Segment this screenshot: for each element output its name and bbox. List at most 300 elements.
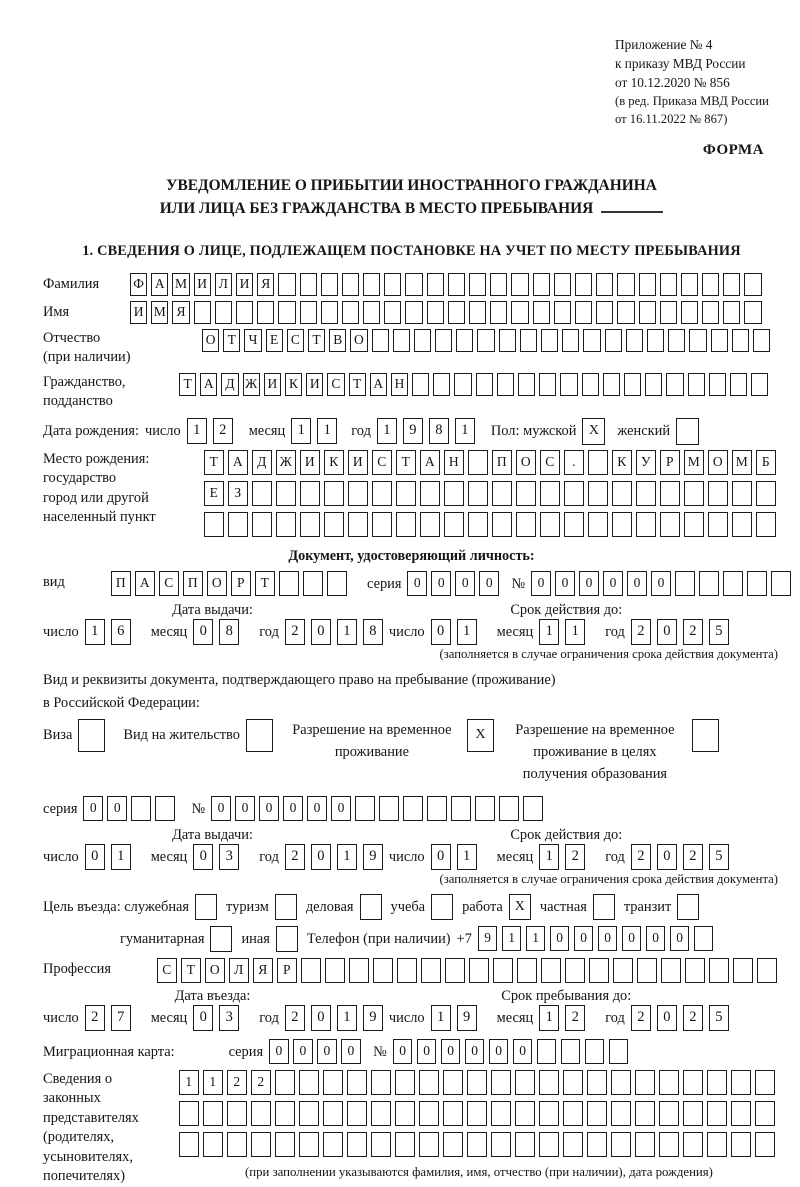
char-box[interactable]: Р <box>660 450 680 475</box>
char-box[interactable] <box>477 329 494 352</box>
char-box[interactable] <box>588 481 608 506</box>
char-box[interactable]: 1 <box>179 1070 199 1095</box>
char-box[interactable]: 2 <box>285 1005 305 1031</box>
char-box[interactable]: Т <box>181 958 201 983</box>
char-box[interactable] <box>707 1070 727 1095</box>
char-box[interactable] <box>731 1101 751 1126</box>
char-box[interactable]: 0 <box>293 1039 313 1064</box>
char-box[interactable]: 8 <box>363 619 383 645</box>
char-box[interactable]: А <box>228 450 248 475</box>
char-box[interactable]: 0 <box>657 619 677 645</box>
char-box[interactable]: 2 <box>565 1005 585 1031</box>
char-box[interactable] <box>342 273 359 296</box>
char-box[interactable] <box>275 1132 295 1157</box>
char-box[interactable] <box>533 301 550 324</box>
char-box[interactable]: С <box>540 450 560 475</box>
char-box[interactable]: Т <box>396 450 416 475</box>
char-box[interactable] <box>405 301 422 324</box>
char-box[interactable] <box>539 373 556 396</box>
purpose-private-checkbox[interactable] <box>593 894 615 920</box>
char-box[interactable]: Я <box>257 273 274 296</box>
char-box[interactable] <box>395 1101 415 1126</box>
char-box[interactable] <box>323 1132 343 1157</box>
char-box[interactable]: 0 <box>627 571 647 596</box>
purpose-humanitarian-checkbox[interactable] <box>210 926 232 952</box>
char-box[interactable] <box>516 481 536 506</box>
char-box[interactable] <box>668 329 685 352</box>
char-box[interactable]: 0 <box>83 796 103 821</box>
char-box[interactable]: Р <box>231 571 251 596</box>
char-box[interactable] <box>523 796 543 821</box>
char-box[interactable] <box>372 512 392 537</box>
char-box[interactable]: 3 <box>219 1005 239 1031</box>
char-box[interactable] <box>515 1101 535 1126</box>
char-box[interactable] <box>756 481 776 506</box>
char-box[interactable] <box>347 1101 367 1126</box>
char-box[interactable]: О <box>202 329 219 352</box>
char-box[interactable] <box>732 329 749 352</box>
char-box[interactable] <box>363 301 380 324</box>
char-box[interactable]: 2 <box>251 1070 271 1095</box>
char-box[interactable]: 1 <box>455 418 475 444</box>
purpose-study-checkbox[interactable] <box>431 894 453 920</box>
char-box[interactable]: 1 <box>526 926 546 951</box>
char-box[interactable]: 0 <box>574 926 594 951</box>
char-box[interactable] <box>681 273 698 296</box>
char-box[interactable]: Т <box>179 373 196 396</box>
char-box[interactable]: О <box>708 450 728 475</box>
char-box[interactable] <box>711 329 728 352</box>
char-box[interactable] <box>533 273 550 296</box>
char-box[interactable] <box>444 512 464 537</box>
char-box[interactable] <box>419 1101 439 1126</box>
char-box[interactable] <box>684 512 704 537</box>
char-box[interactable]: 0 <box>311 844 331 870</box>
char-box[interactable] <box>563 1101 583 1126</box>
char-box[interactable]: 0 <box>603 571 623 596</box>
char-box[interactable]: С <box>327 373 344 396</box>
char-box[interactable] <box>490 301 507 324</box>
char-box[interactable]: 6 <box>111 619 131 645</box>
char-box[interactable]: 1 <box>337 619 357 645</box>
char-box[interactable] <box>660 273 677 296</box>
char-box[interactable] <box>419 1070 439 1095</box>
char-box[interactable]: А <box>370 373 387 396</box>
char-box[interactable] <box>699 571 719 596</box>
char-box[interactable]: 0 <box>598 926 618 951</box>
char-box[interactable] <box>541 958 561 983</box>
char-box[interactable] <box>492 512 512 537</box>
char-box[interactable] <box>755 1070 775 1095</box>
char-box[interactable]: 0 <box>479 571 499 596</box>
temp-residence-checkbox[interactable]: X <box>467 719 494 752</box>
char-box[interactable] <box>511 301 528 324</box>
char-box[interactable] <box>554 273 571 296</box>
char-box[interactable] <box>575 273 592 296</box>
char-box[interactable] <box>412 373 429 396</box>
char-box[interactable] <box>456 329 473 352</box>
char-box[interactable] <box>194 301 211 324</box>
char-box[interactable] <box>661 958 681 983</box>
char-box[interactable]: 1 <box>203 1070 223 1095</box>
char-box[interactable] <box>300 301 317 324</box>
char-box[interactable] <box>539 1132 559 1157</box>
char-box[interactable] <box>626 329 643 352</box>
char-box[interactable] <box>596 273 613 296</box>
char-box[interactable]: А <box>135 571 155 596</box>
char-box[interactable] <box>744 273 761 296</box>
char-box[interactable] <box>541 329 558 352</box>
char-box[interactable]: 1 <box>502 926 522 951</box>
visa-checkbox[interactable] <box>78 719 105 752</box>
sex-female-checkbox[interactable] <box>676 418 699 445</box>
char-box[interactable]: И <box>348 450 368 475</box>
char-box[interactable]: 7 <box>111 1005 131 1031</box>
char-box[interactable]: А <box>200 373 217 396</box>
char-box[interactable]: 2 <box>285 619 305 645</box>
char-box[interactable] <box>252 481 272 506</box>
char-box[interactable] <box>491 1070 511 1095</box>
char-box[interactable] <box>624 373 641 396</box>
char-box[interactable] <box>444 481 464 506</box>
char-box[interactable] <box>554 301 571 324</box>
char-box[interactable]: 9 <box>478 926 498 951</box>
char-box[interactable] <box>660 481 680 506</box>
char-box[interactable] <box>251 1132 271 1157</box>
char-box[interactable] <box>395 1070 415 1095</box>
char-box[interactable] <box>666 373 683 396</box>
char-box[interactable]: М <box>172 273 189 296</box>
char-box[interactable] <box>355 796 375 821</box>
char-box[interactable]: 0 <box>307 796 327 821</box>
char-box[interactable] <box>445 958 465 983</box>
char-box[interactable]: 0 <box>193 619 213 645</box>
char-box[interactable] <box>497 373 514 396</box>
char-box[interactable] <box>276 512 296 537</box>
char-box[interactable] <box>490 273 507 296</box>
char-box[interactable]: 1 <box>85 619 105 645</box>
char-box[interactable] <box>276 481 296 506</box>
char-box[interactable] <box>744 301 761 324</box>
char-box[interactable] <box>278 301 295 324</box>
char-box[interactable]: Т <box>223 329 240 352</box>
char-box[interactable] <box>575 301 592 324</box>
char-box[interactable] <box>603 373 620 396</box>
char-box[interactable] <box>420 512 440 537</box>
char-box[interactable]: 1 <box>187 418 207 444</box>
char-box[interactable]: 0 <box>489 1039 509 1064</box>
char-box[interactable] <box>215 301 232 324</box>
char-box[interactable]: 3 <box>219 844 239 870</box>
char-box[interactable] <box>251 1101 271 1126</box>
char-box[interactable] <box>564 481 584 506</box>
char-box[interactable] <box>342 301 359 324</box>
char-box[interactable] <box>435 329 452 352</box>
char-box[interactable] <box>321 301 338 324</box>
char-box[interactable]: 0 <box>651 571 671 596</box>
char-box[interactable]: 0 <box>259 796 279 821</box>
char-box[interactable]: З <box>228 481 248 506</box>
char-box[interactable]: К <box>324 450 344 475</box>
char-box[interactable]: 2 <box>631 619 651 645</box>
char-box[interactable] <box>635 1070 655 1095</box>
char-box[interactable] <box>683 1101 703 1126</box>
char-box[interactable] <box>323 1070 343 1095</box>
char-box[interactable] <box>371 1101 391 1126</box>
char-box[interactable]: П <box>183 571 203 596</box>
char-box[interactable]: 1 <box>457 844 477 870</box>
char-box[interactable] <box>469 273 486 296</box>
char-box[interactable] <box>730 373 747 396</box>
char-box[interactable]: 2 <box>683 844 703 870</box>
char-box[interactable] <box>321 273 338 296</box>
char-box[interactable]: Р <box>277 958 297 983</box>
char-box[interactable]: К <box>612 450 632 475</box>
char-box[interactable]: 0 <box>431 619 451 645</box>
char-box[interactable] <box>637 958 657 983</box>
char-box[interactable] <box>702 301 719 324</box>
char-box[interactable]: 1 <box>431 1005 451 1031</box>
char-box[interactable] <box>468 481 488 506</box>
char-box[interactable]: И <box>300 450 320 475</box>
char-box[interactable] <box>639 273 656 296</box>
char-box[interactable] <box>588 512 608 537</box>
char-box[interactable] <box>443 1070 463 1095</box>
char-box[interactable]: Н <box>444 450 464 475</box>
char-box[interactable] <box>427 273 444 296</box>
char-box[interactable] <box>363 273 380 296</box>
char-box[interactable]: 0 <box>311 619 331 645</box>
char-box[interactable]: Я <box>253 958 273 983</box>
purpose-transit-checkbox[interactable] <box>677 894 699 920</box>
char-box[interactable] <box>252 512 272 537</box>
char-box[interactable] <box>753 329 770 352</box>
char-box[interactable] <box>397 958 417 983</box>
char-box[interactable]: 0 <box>431 571 451 596</box>
char-box[interactable] <box>688 373 705 396</box>
char-box[interactable] <box>448 301 465 324</box>
char-box[interactable]: 9 <box>363 844 383 870</box>
char-box[interactable] <box>563 1070 583 1095</box>
char-box[interactable] <box>520 329 537 352</box>
char-box[interactable] <box>300 481 320 506</box>
char-box[interactable]: 0 <box>341 1039 361 1064</box>
char-box[interactable]: И <box>194 273 211 296</box>
char-box[interactable] <box>468 512 488 537</box>
char-box[interactable]: 0 <box>317 1039 337 1064</box>
char-box[interactable]: . <box>564 450 584 475</box>
char-box[interactable]: 0 <box>657 1005 677 1031</box>
char-box[interactable] <box>685 958 705 983</box>
char-box[interactable] <box>348 512 368 537</box>
char-box[interactable]: 9 <box>363 1005 383 1031</box>
char-box[interactable]: 5 <box>709 1005 729 1031</box>
char-box[interactable] <box>747 571 767 596</box>
char-box[interactable] <box>751 373 768 396</box>
char-box[interactable] <box>560 373 577 396</box>
char-box[interactable] <box>537 1039 557 1064</box>
char-box[interactable]: 0 <box>513 1039 533 1064</box>
char-box[interactable] <box>511 273 528 296</box>
char-box[interactable] <box>709 373 726 396</box>
char-box[interactable] <box>204 512 224 537</box>
char-box[interactable]: 0 <box>555 571 575 596</box>
char-box[interactable]: П <box>492 450 512 475</box>
char-box[interactable] <box>613 958 633 983</box>
char-box[interactable] <box>451 796 471 821</box>
char-box[interactable] <box>708 481 728 506</box>
char-box[interactable] <box>517 958 537 983</box>
char-box[interactable] <box>468 450 488 475</box>
char-box[interactable] <box>539 1070 559 1095</box>
char-box[interactable]: 0 <box>417 1039 437 1064</box>
char-box[interactable]: О <box>350 329 367 352</box>
char-box[interactable]: 2 <box>565 844 585 870</box>
char-box[interactable]: В <box>329 329 346 352</box>
char-box[interactable] <box>611 1070 631 1095</box>
char-box[interactable] <box>384 301 401 324</box>
char-box[interactable] <box>324 481 344 506</box>
char-box[interactable] <box>540 481 560 506</box>
char-box[interactable] <box>723 301 740 324</box>
char-box[interactable]: 0 <box>455 571 475 596</box>
char-box[interactable] <box>491 1101 511 1126</box>
char-box[interactable] <box>689 329 706 352</box>
char-box[interactable] <box>299 1070 319 1095</box>
char-box[interactable] <box>499 796 519 821</box>
char-box[interactable]: Н <box>391 373 408 396</box>
char-box[interactable]: М <box>151 301 168 324</box>
char-box[interactable] <box>275 1070 295 1095</box>
char-box[interactable] <box>179 1132 199 1157</box>
char-box[interactable] <box>476 373 493 396</box>
char-box[interactable]: 0 <box>579 571 599 596</box>
sex-male-checkbox[interactable]: X <box>582 418 605 445</box>
char-box[interactable] <box>421 958 441 983</box>
char-box[interactable] <box>540 512 560 537</box>
char-box[interactable]: Т <box>308 329 325 352</box>
char-box[interactable] <box>227 1132 247 1157</box>
char-box[interactable]: 2 <box>213 418 233 444</box>
char-box[interactable] <box>585 1039 605 1064</box>
char-box[interactable] <box>492 481 512 506</box>
char-box[interactable] <box>275 1101 295 1126</box>
temp-residence-edu-checkbox[interactable] <box>692 719 719 752</box>
char-box[interactable] <box>732 481 752 506</box>
char-box[interactable]: М <box>684 450 704 475</box>
char-box[interactable]: 0 <box>431 844 451 870</box>
char-box[interactable] <box>681 301 698 324</box>
char-box[interactable]: 0 <box>441 1039 461 1064</box>
char-box[interactable] <box>323 1101 343 1126</box>
char-box[interactable] <box>379 796 399 821</box>
char-box[interactable] <box>155 796 175 821</box>
char-box[interactable]: Ж <box>276 450 296 475</box>
char-box[interactable]: 0 <box>311 1005 331 1031</box>
char-box[interactable]: 0 <box>646 926 666 951</box>
char-box[interactable]: Ч <box>244 329 261 352</box>
char-box[interactable]: 0 <box>657 844 677 870</box>
char-box[interactable]: 2 <box>227 1070 247 1095</box>
char-box[interactable] <box>371 1132 391 1157</box>
char-box[interactable] <box>617 301 634 324</box>
char-box[interactable] <box>279 571 299 596</box>
char-box[interactable]: 1 <box>539 1005 559 1031</box>
char-box[interactable] <box>755 1101 775 1126</box>
char-box[interactable] <box>647 329 664 352</box>
char-box[interactable] <box>433 373 450 396</box>
char-box[interactable]: 0 <box>107 796 127 821</box>
char-box[interactable] <box>659 1101 679 1126</box>
char-box[interactable] <box>583 329 600 352</box>
char-box[interactable]: 1 <box>565 619 585 645</box>
char-box[interactable] <box>491 1132 511 1157</box>
char-box[interactable] <box>443 1132 463 1157</box>
char-box[interactable] <box>419 1132 439 1157</box>
char-box[interactable] <box>467 1070 487 1095</box>
char-box[interactable] <box>396 481 416 506</box>
char-box[interactable] <box>203 1132 223 1157</box>
char-box[interactable]: 0 <box>211 796 231 821</box>
char-box[interactable] <box>709 958 729 983</box>
char-box[interactable] <box>454 373 471 396</box>
char-box[interactable] <box>564 512 584 537</box>
char-box[interactable] <box>299 1101 319 1126</box>
char-box[interactable] <box>605 329 622 352</box>
char-box[interactable] <box>723 273 740 296</box>
char-box[interactable]: А <box>151 273 168 296</box>
char-box[interactable] <box>448 273 465 296</box>
char-box[interactable]: 0 <box>331 796 351 821</box>
char-box[interactable]: 0 <box>269 1039 289 1064</box>
char-box[interactable] <box>660 301 677 324</box>
char-box[interactable] <box>587 1132 607 1157</box>
char-box[interactable] <box>731 1070 751 1095</box>
char-box[interactable] <box>373 958 393 983</box>
char-box[interactable] <box>327 571 347 596</box>
char-box[interactable] <box>660 512 680 537</box>
char-box[interactable] <box>588 450 608 475</box>
char-box[interactable] <box>707 1132 727 1157</box>
char-box[interactable] <box>587 1101 607 1126</box>
char-box[interactable] <box>414 329 431 352</box>
char-box[interactable] <box>257 301 274 324</box>
char-box[interactable] <box>757 958 777 983</box>
char-box[interactable] <box>396 512 416 537</box>
char-box[interactable]: 2 <box>631 844 651 870</box>
char-box[interactable] <box>609 1039 629 1064</box>
char-box[interactable]: С <box>287 329 304 352</box>
char-box[interactable]: 1 <box>111 844 131 870</box>
char-box[interactable] <box>384 273 401 296</box>
char-box[interactable] <box>349 958 369 983</box>
char-box[interactable]: Д <box>252 450 272 475</box>
char-box[interactable] <box>227 1101 247 1126</box>
char-box[interactable]: К <box>285 373 302 396</box>
char-box[interactable] <box>565 958 585 983</box>
char-box[interactable]: 0 <box>622 926 642 951</box>
char-box[interactable] <box>636 481 656 506</box>
char-box[interactable] <box>403 796 423 821</box>
char-box[interactable] <box>563 1132 583 1157</box>
char-box[interactable]: 1 <box>291 418 311 444</box>
char-box[interactable]: 9 <box>457 1005 477 1031</box>
residence-permit-checkbox[interactable] <box>246 719 273 752</box>
char-box[interactable] <box>499 329 516 352</box>
char-box[interactable] <box>582 373 599 396</box>
char-box[interactable] <box>467 1101 487 1126</box>
char-box[interactable]: Л <box>215 273 232 296</box>
